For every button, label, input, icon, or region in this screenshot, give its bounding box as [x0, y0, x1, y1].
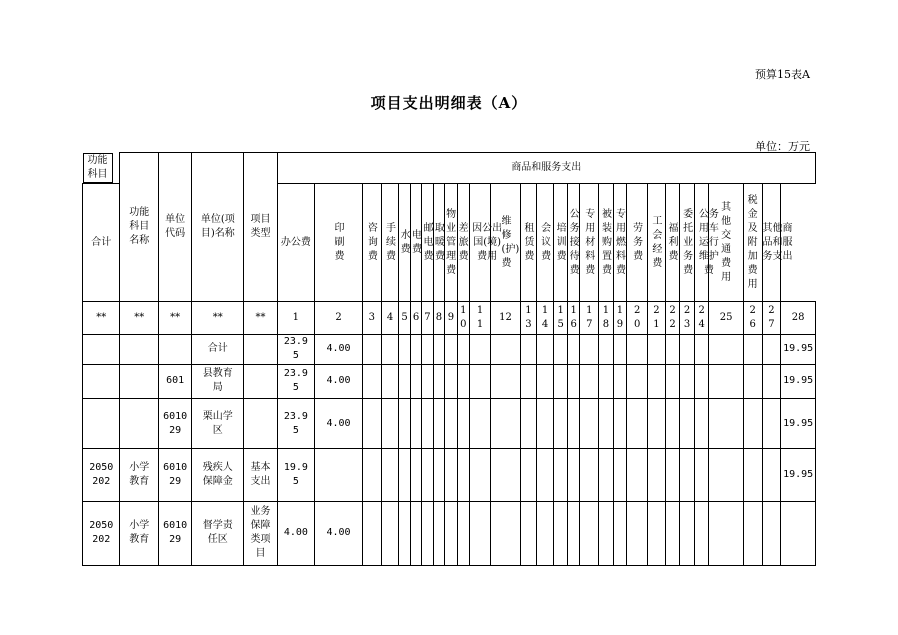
index-left-1: ** — [83, 302, 120, 334]
cell-empty — [665, 364, 680, 398]
cell-empty — [536, 364, 554, 398]
expense-header-7: 电费 — [410, 183, 421, 302]
cell-empty — [665, 334, 680, 364]
index-left-4: ** — [192, 302, 244, 334]
cell-empty — [762, 364, 781, 398]
cell-empty — [433, 364, 444, 398]
cell-empty — [381, 501, 399, 565]
index-number-25: 25 — [709, 302, 743, 334]
cell-empty — [554, 364, 568, 398]
cell-func-code — [83, 334, 120, 364]
cell-empty — [567, 364, 579, 398]
cell-total: 23.95 — [277, 334, 314, 364]
expense-header-1: 合计 — [83, 183, 120, 302]
cell-empty — [613, 449, 627, 501]
cell-unit-code: 601 — [158, 364, 191, 398]
cell-office — [315, 449, 363, 501]
cell-empty — [422, 364, 433, 398]
cell-func-code: 2050202 — [83, 501, 120, 565]
cell-empty — [521, 398, 537, 448]
index-number-9: 9 — [445, 302, 457, 334]
expense-header-10: 物业管理费 — [445, 183, 457, 302]
cell-empty — [410, 364, 421, 398]
cell-empty — [521, 501, 537, 565]
header-func-name: 功能科目名称 — [120, 153, 159, 302]
expense-header-2: 办公费 — [277, 183, 314, 302]
cell-empty — [665, 501, 680, 565]
expense-header-18: 专用材料费 — [580, 183, 599, 302]
index-number-4: 4 — [381, 302, 399, 334]
expense-header-12: 因公出国(境)费用 — [470, 183, 491, 302]
expense-header-24: 委托业务费 — [680, 183, 695, 302]
cell-empty — [743, 334, 762, 364]
cell-unit-code — [158, 334, 191, 364]
cell-other-expenses: 19.95 — [781, 398, 816, 448]
cell-empty — [613, 334, 627, 364]
index-number-23: 23 — [680, 302, 695, 334]
cell-empty — [399, 501, 410, 565]
cell-empty — [567, 334, 579, 364]
cell-empty — [490, 449, 520, 501]
cell-empty — [362, 449, 381, 501]
cell-office: 4.00 — [315, 501, 363, 565]
cell-empty — [470, 398, 491, 448]
cell-empty — [599, 364, 614, 398]
index-number-17: 17 — [580, 302, 599, 334]
cell-total: 23.95 — [277, 398, 314, 448]
cell-empty — [536, 398, 554, 448]
cell-empty — [567, 501, 579, 565]
expense-header-5: 手续费 — [381, 183, 399, 302]
index-number-19: 19 — [613, 302, 627, 334]
cell-empty — [536, 501, 554, 565]
cell-empty — [433, 398, 444, 448]
cell-empty — [580, 501, 599, 565]
expense-header-9: 取暖费 — [433, 183, 444, 302]
expense-header-26: 其他交通费用 — [709, 183, 743, 302]
cell-empty — [381, 398, 399, 448]
cell-empty — [648, 501, 666, 565]
expense-header-3: 印刷费 — [315, 183, 363, 302]
cell-empty — [362, 501, 381, 565]
index-number-11: 11 — [470, 302, 491, 334]
index-number-7: 7 — [422, 302, 433, 334]
cell-unit-name: 督学责任区 — [192, 501, 244, 565]
cell-empty — [521, 334, 537, 364]
cell-empty — [422, 449, 433, 501]
index-number-10: 10 — [457, 302, 469, 334]
expense-header-8: 邮电费 — [422, 183, 433, 302]
cell-empty — [490, 334, 520, 364]
cell-empty — [567, 449, 579, 501]
cell-empty — [521, 449, 537, 501]
cell-empty — [433, 334, 444, 364]
cell-empty — [381, 449, 399, 501]
cell-func-name: 小学教育 — [120, 449, 159, 501]
cell-empty — [445, 334, 457, 364]
cell-empty — [599, 398, 614, 448]
cell-empty — [445, 364, 457, 398]
cell-other-expenses: 19.95 — [781, 364, 816, 398]
cell-empty — [362, 398, 381, 448]
expense-header-22: 工会经费 — [648, 183, 666, 302]
cell-empty — [490, 501, 520, 565]
index-number-1: 1 — [277, 302, 314, 334]
cell-empty — [433, 501, 444, 565]
cell-empty — [457, 398, 469, 448]
expense-header-25: 公务用车运行维护费 — [694, 183, 709, 302]
cell-empty — [381, 334, 399, 364]
header-unit-code: 单位代码 — [158, 153, 191, 302]
cell-empty — [410, 501, 421, 565]
cell-empty — [680, 364, 695, 398]
cell-empty — [648, 364, 666, 398]
cell-empty — [762, 334, 781, 364]
table-number-label: 预算15表A — [755, 68, 810, 81]
cell-empty — [709, 364, 743, 398]
cell-empty — [627, 398, 648, 448]
cell-func-code: 2050202 — [83, 449, 120, 501]
index-number-13: 13 — [521, 302, 537, 334]
cell-empty — [762, 398, 781, 448]
cell-office: 4.00 — [315, 364, 363, 398]
cell-empty — [554, 501, 568, 565]
index-number-5: 5 — [399, 302, 410, 334]
table-row — [83, 449, 816, 501]
cell-empty — [362, 334, 381, 364]
cell-empty — [536, 449, 554, 501]
cell-empty — [399, 334, 410, 364]
cell-empty — [599, 501, 614, 565]
expense-header-27: 税金及附加费用 — [743, 183, 762, 302]
cell-empty — [665, 449, 680, 501]
cell-project-type — [244, 334, 277, 364]
index-left-2: ** — [120, 302, 159, 334]
expense-header-17: 公务接待费 — [567, 183, 579, 302]
cell-empty — [445, 398, 457, 448]
cell-empty — [694, 449, 709, 501]
cell-office: 4.00 — [315, 398, 363, 448]
cell-empty — [399, 398, 410, 448]
table-row — [83, 334, 816, 364]
cell-empty — [762, 501, 781, 565]
cell-empty — [381, 364, 399, 398]
cell-empty — [680, 501, 695, 565]
cell-func-code — [83, 364, 120, 398]
index-number-15: 15 — [554, 302, 568, 334]
cell-empty — [648, 334, 666, 364]
cell-empty — [627, 449, 648, 501]
table-row — [83, 364, 816, 398]
expense-header-15: 会议费 — [536, 183, 554, 302]
cell-empty — [422, 334, 433, 364]
cell-empty — [422, 501, 433, 565]
cell-unit-name: 栗山学区 — [192, 398, 244, 448]
cell-empty — [457, 364, 469, 398]
cell-empty — [445, 449, 457, 501]
cell-empty — [648, 398, 666, 448]
index-number-2: 2 — [315, 302, 363, 334]
cell-empty — [599, 449, 614, 501]
index-number-3: 3 — [362, 302, 381, 334]
index-number-20: 20 — [627, 302, 648, 334]
cell-empty — [580, 364, 599, 398]
cell-empty — [613, 364, 627, 398]
cell-office: 4.00 — [315, 334, 363, 364]
cell-empty — [567, 398, 579, 448]
cell-empty — [627, 334, 648, 364]
group-header: 商品和服务支出 — [277, 153, 815, 184]
cell-other-expenses: 19.95 — [781, 449, 816, 501]
unit-label: 单位：万元 — [755, 140, 810, 153]
cell-empty — [457, 449, 469, 501]
cell-empty — [613, 501, 627, 565]
cell-empty — [709, 398, 743, 448]
cell-empty — [709, 501, 743, 565]
cell-unit-name: 残疾人保障金 — [192, 449, 244, 501]
cell-unit-name: 县教育局 — [192, 364, 244, 398]
cell-empty — [490, 364, 520, 398]
cell-total: 19.95 — [277, 449, 314, 501]
cell-total: 23.95 — [277, 364, 314, 398]
page-title: 项目支出明细表（A） — [370, 94, 528, 112]
index-number-14: 14 — [536, 302, 554, 334]
index-number-6: 6 — [410, 302, 421, 334]
index-number-8: 8 — [433, 302, 444, 334]
cell-func-name — [120, 334, 159, 364]
cell-empty — [410, 334, 421, 364]
index-number-24: 24 — [694, 302, 709, 334]
expense-header-16: 培训费 — [554, 183, 568, 302]
cell-empty — [470, 449, 491, 501]
expense-header-20: 专用燃料费 — [613, 183, 627, 302]
cell-empty — [470, 501, 491, 565]
cell-empty — [743, 501, 762, 565]
cell-other-expenses — [781, 501, 816, 565]
cell-empty — [490, 398, 520, 448]
expense-header-28: 其他商品和服务支出 — [762, 183, 781, 302]
cell-project-type: 基本支出 — [244, 449, 277, 501]
cell-empty — [457, 501, 469, 565]
cell-project-type: 业务保障类项目 — [244, 501, 277, 565]
cell-empty — [762, 449, 781, 501]
cell-empty — [554, 449, 568, 501]
table-row — [83, 501, 816, 565]
table-row — [83, 398, 816, 448]
cell-empty — [743, 449, 762, 501]
cell-empty — [709, 334, 743, 364]
cell-empty — [680, 398, 695, 448]
index-number-21: 21 — [648, 302, 666, 334]
index-number-27: 27 — [762, 302, 781, 334]
index-number-18: 18 — [599, 302, 614, 334]
cell-empty — [580, 334, 599, 364]
header-func-code: 功能科目 — [83, 153, 113, 183]
expense-header-6: 水费 — [399, 183, 410, 302]
cell-empty — [536, 334, 554, 364]
cell-empty — [743, 364, 762, 398]
cell-unit-code: 601029 — [158, 449, 191, 501]
cell-empty — [709, 449, 743, 501]
cell-empty — [399, 364, 410, 398]
expense-header-11: 差旅费 — [457, 183, 469, 302]
header-unit-name: 单位(项目)名称 — [192, 153, 244, 302]
expense-header-14: 租赁费 — [521, 183, 537, 302]
cell-empty — [445, 501, 457, 565]
cell-empty — [665, 398, 680, 448]
cell-empty — [743, 398, 762, 448]
index-number-16: 16 — [567, 302, 579, 334]
cell-empty — [362, 364, 381, 398]
index-number-22: 22 — [665, 302, 680, 334]
index-left-5: ** — [244, 302, 277, 334]
expense-header-13: 维修(护)费 — [490, 183, 520, 302]
cell-empty — [627, 501, 648, 565]
cell-empty — [580, 449, 599, 501]
index-number-28: 28 — [781, 302, 816, 334]
expense-header-19: 被装购置费 — [599, 183, 614, 302]
index-number-12: 12 — [490, 302, 520, 334]
index-number-26: 26 — [743, 302, 762, 334]
cell-empty — [680, 334, 695, 364]
expense-header-4: 咨询费 — [362, 183, 381, 302]
cell-empty — [433, 449, 444, 501]
cell-empty — [680, 449, 695, 501]
cell-empty — [521, 364, 537, 398]
cell-project-type — [244, 398, 277, 448]
cell-unit-code: 601029 — [158, 501, 191, 565]
cell-empty — [694, 334, 709, 364]
cell-empty — [410, 449, 421, 501]
expense-header-23: 福利费 — [665, 183, 680, 302]
cell-func-name: 小学教育 — [120, 501, 159, 565]
cell-empty — [470, 334, 491, 364]
cell-project-type — [244, 364, 277, 398]
cell-empty — [694, 501, 709, 565]
cell-func-code — [83, 398, 120, 448]
cell-unit-name: 合计 — [192, 334, 244, 364]
cell-empty — [554, 398, 568, 448]
index-left-3: ** — [158, 302, 191, 334]
cell-func-name — [120, 364, 159, 398]
cell-empty — [457, 334, 469, 364]
cell-empty — [399, 449, 410, 501]
cell-empty — [554, 334, 568, 364]
cell-other-expenses: 19.95 — [781, 334, 816, 364]
cell-empty — [580, 398, 599, 448]
cell-total: 4.00 — [277, 501, 314, 565]
cell-empty — [694, 398, 709, 448]
expense-header-21: 劳务费 — [627, 183, 648, 302]
cell-unit-code: 601029 — [158, 398, 191, 448]
cell-empty — [599, 334, 614, 364]
cell-empty — [410, 398, 421, 448]
header-project-type: 项目类型 — [244, 153, 277, 302]
cell-empty — [648, 449, 666, 501]
cell-func-name — [120, 398, 159, 448]
expenditure-table — [82, 152, 816, 566]
cell-empty — [694, 364, 709, 398]
cell-empty — [422, 398, 433, 448]
cell-empty — [627, 364, 648, 398]
cell-empty — [613, 398, 627, 448]
cell-empty — [470, 364, 491, 398]
